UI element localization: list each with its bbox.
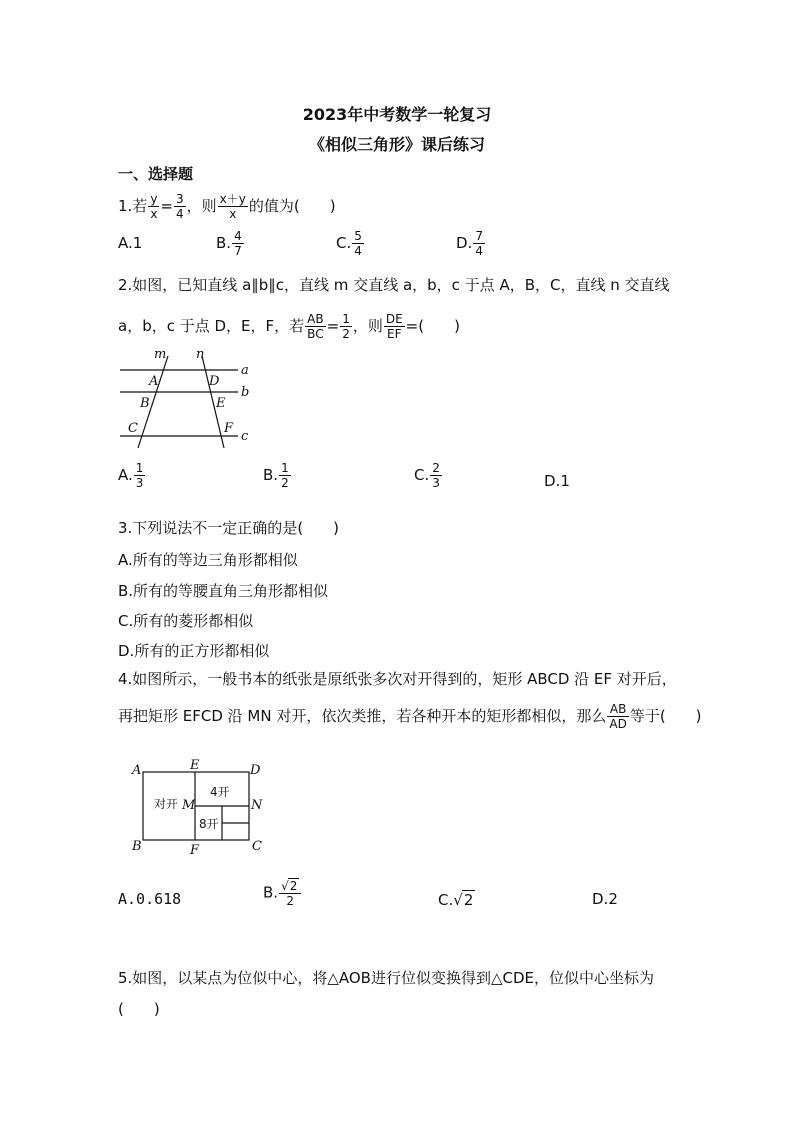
q3-option-b[interactable]: B.所有的等腰直角三角形都相似 [118,582,329,600]
q2-fraction-de-ef: $\frac{DE}{EF}$ [385,312,403,341]
question-2-line1: 2.如图，已知直线 a∥b∥c，直线 m 交直线 a，b，c 于点 A，B，C，直线 n 交直线 [118,276,670,294]
label-D: D [209,374,220,389]
q1-fraction-y-over-x: $\frac{y}{x}$ [150,192,158,221]
label-b: b [241,385,250,400]
q2-option-b[interactable]: B. $\frac{1}{2}$ [263,461,289,490]
q4-fraction-ab-ad: $\frac{AB}{AD}$ [609,702,627,731]
label-half: 对开 [154,797,179,811]
label-C: C [252,839,262,854]
label-C: C [128,421,138,436]
q2-option-c[interactable]: C. $\frac{2}{3}$ [414,461,440,490]
q4-option-a[interactable]: A.0.618 [118,890,182,908]
q1-fraction-expr: $\frac{x+y}{x}$ [219,192,246,221]
question-4-line2: 再把矩形 EFCD 沿 MN 对开，依次类推，若各种开本的矩形都相似，那么 $\frac{AB}{AD}$ 等于( ) [118,702,702,731]
q4-option-c[interactable]: C.√2 [438,891,474,909]
q3-option-a[interactable]: A.所有的等边三角形都相似 [118,551,298,569]
page-title: 2023年中考数学一轮复习 [302,105,492,124]
question-5-line1: 5.如图，以某点为位似中心，将△AOB进行位似变换得到△CDE，位似中心坐标为 [118,969,654,987]
q2-option-d[interactable]: D.1 [544,472,570,490]
q4-figure-paper-folding [126,756,276,856]
q1-option-a[interactable]: A.1 [118,234,143,252]
label-m: m [154,347,167,362]
label-quarter: 4开 [210,785,230,799]
q1-text: 1.若 [118,197,148,215]
question-5-line2: ( ) [118,1000,160,1018]
q1-option-c[interactable]: C. $\frac{5}{4}$ [336,229,362,258]
question-1-stem: 1.若 $\frac{y}{x}$ = $\frac{3}{4}$ ，则 $\frac{x+y}{x}$ 的值为( ) [118,192,336,221]
q3-option-d[interactable]: D.所有的正方形都相似 [118,642,270,660]
label-a: a [241,363,249,378]
q2-fraction-ab-bc: $\frac{AB}{BC}$ [307,312,324,341]
label-M: M [182,798,196,813]
label-n: n [196,347,205,362]
label-B: B [132,839,142,854]
q4-option-d[interactable]: D.2 [592,890,618,908]
question-4-line1: 4.如图所示，一般书本的纸张是原纸张多次对开得到的，矩形 ABCD 沿 EF 对开后， [118,670,677,688]
q1-fraction-3-4: $\frac{3}{4}$ [176,192,184,221]
label-D: D [250,763,261,778]
section-heading: 一、选择题 [118,165,194,183]
q4-option-b[interactable]: B. $\frac{√2}{2}$ [263,878,302,908]
label-E: E [216,396,226,411]
label-eighth: 8开 [199,817,219,831]
q2-option-a[interactable]: A. $\frac{1}{3}$ [118,461,144,490]
question-2-line2: a，b，c 于点 D，E，F，若 $\frac{AB}{BC}$ = $\frac{1}{2}$ ，则 $\frac{DE}{EF}$ =( ) [118,312,460,341]
label-E: E [190,758,200,773]
label-F: F [190,843,200,856]
label-F: F [224,421,234,436]
q1-option-b[interactable]: B. $\frac{4}{7}$ [216,229,242,258]
q3-option-c[interactable]: C.所有的菱形都相似 [118,612,254,630]
label-c: c [241,429,249,444]
label-A: A [149,374,159,389]
label-A: A [132,763,142,778]
question-3-stem: 3.下列说法不一定正确的是( ) [118,519,340,537]
q2-figure-parallel-lines [112,344,262,452]
label-B: B [140,396,150,411]
label-N: N [251,798,263,813]
q2-fraction-1-2: $\frac{1}{2}$ [342,312,350,341]
q1-option-d[interactable]: D. $\frac{7}{4}$ [456,229,483,258]
page-subtitle: 《相似三角形》课后练习 [308,135,485,154]
